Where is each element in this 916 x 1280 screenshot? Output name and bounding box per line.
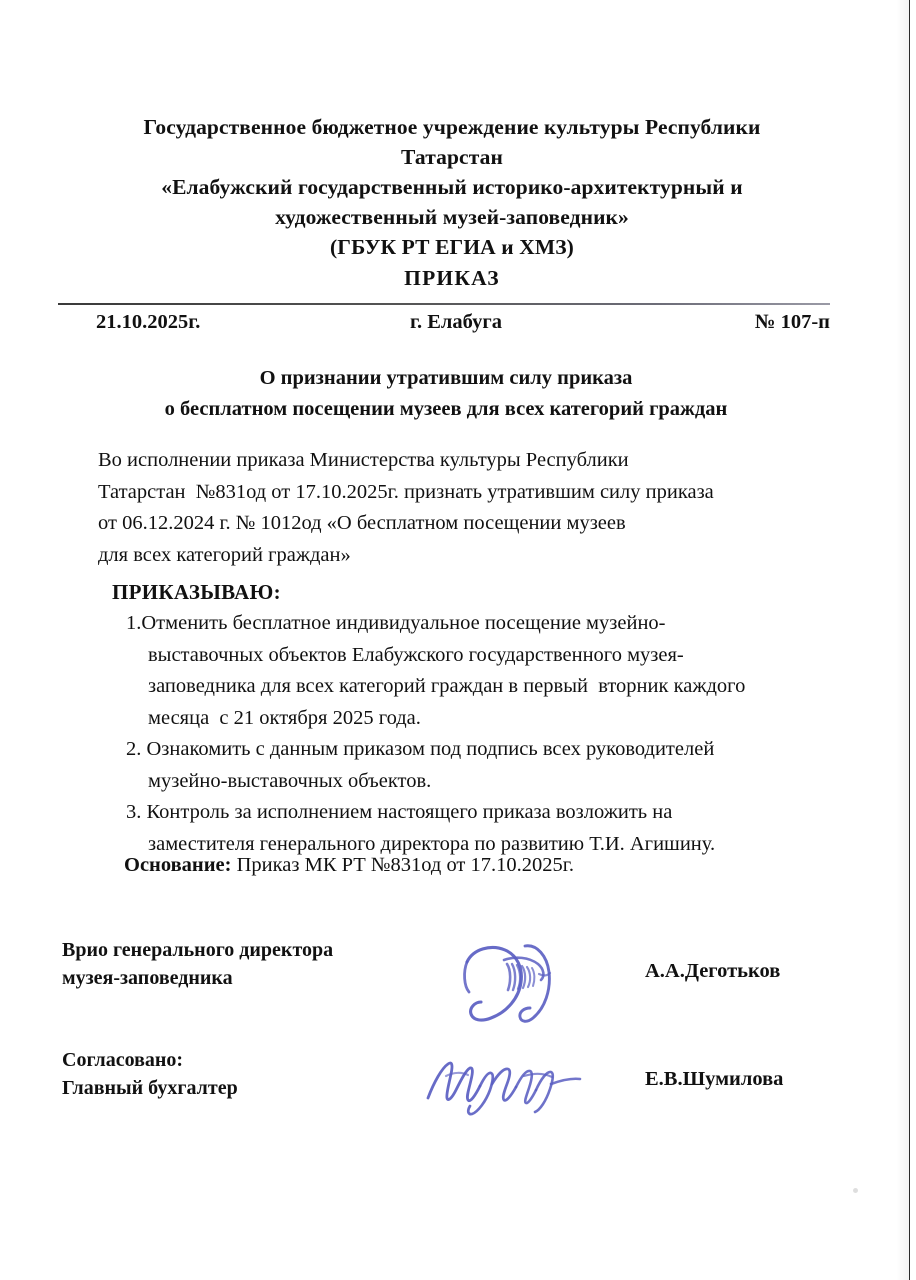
signature-role-accountant-line-2: Главный бухгалтер	[62, 1077, 238, 1099]
preamble-paragraph	[98, 445, 818, 571]
preamble-line-4: для всех категорий граждан»	[98, 543, 351, 566]
signature-approval-label: Согласовано:	[62, 1049, 184, 1071]
organization-header	[96, 112, 808, 293]
subject-line-2: о бесплатном посещении музеев для всех категорий граждан	[164, 398, 728, 420]
order-item-2-line-1	[126, 734, 826, 766]
order-item-2-line-2: музейно-выставочных объектов.	[148, 769, 432, 792]
order-heading: ПРИКАЗЫВАЮ:	[112, 580, 281, 604]
signature-role-director	[62, 936, 333, 992]
order-item-1-marker: 1.	[126, 612, 142, 634]
signature-role-director-line-1: Врио генерального директора	[62, 939, 334, 961]
order-items-list	[126, 608, 826, 860]
basis-label: Основание:	[124, 854, 232, 876]
order-item-3-line-2: заместителя генерального директора по развитию Т.И. Агишину.	[148, 832, 716, 855]
header-divider-rule	[58, 303, 830, 305]
document-meta-row	[58, 311, 830, 341]
preamble-line-1: Во исполнении приказа Министерства культуры Республики	[98, 449, 629, 471]
page-edge-shadow	[896, 0, 909, 1280]
signature-mark-director	[455, 930, 585, 1030]
org-header-line-4: художественный музей-заповедник»	[275, 205, 629, 229]
org-header-line-2: Татарстан	[401, 145, 503, 169]
signature-block-accountant	[62, 1046, 238, 1102]
signature-role-director-line-2: музея-заповедника	[62, 967, 233, 989]
signature-name-accountant: Е.В.Шумилова	[645, 1068, 784, 1090]
order-item-3-text-1: Контроль за исполнением настоящего приказа возложить на	[141, 801, 673, 823]
org-header-line-1: Государственное бюджетное учреждение культуры Республики	[143, 115, 761, 139]
order-item-2-marker: 2.	[126, 738, 142, 760]
preamble-line-3: от 06.12.2024 г. № 1012од «О бесплатном посещении музеев	[98, 512, 626, 534]
order-item-1-line-2: выставочных объектов Елабужского государственного музея-	[148, 643, 684, 666]
scan-artifact-speck	[853, 1188, 858, 1193]
order-item-2	[126, 734, 826, 797]
org-header-abbreviation: (ГБУК РТ ЕГИА и ХМЗ)	[330, 235, 574, 259]
page-edge-border	[909, 0, 910, 1280]
document-date: 21.10.2025г.	[96, 311, 201, 333]
signature-mark-accountant	[420, 1046, 620, 1118]
signature-role-accountant	[62, 1046, 238, 1102]
org-header-line-3: «Елабужский государственный историко-архитектурный и	[161, 175, 743, 199]
order-item-1-line-3: заповедника для всех категорий граждан в первый вторник каждого	[148, 675, 746, 697]
document-subject	[96, 363, 796, 425]
document-place: г. Елабуга	[410, 311, 502, 333]
document-type-title: ПРИКАЗ	[404, 266, 500, 290]
document-number: № 107-п	[754, 311, 830, 333]
signature-name-director: А.А.Деготьков	[645, 960, 781, 982]
order-item-3-line-1	[126, 797, 826, 829]
order-item-3-marker: 3.	[126, 801, 142, 823]
order-item-1-line-4: месяца с 21 октября 2025 года.	[148, 706, 421, 729]
order-item-1	[126, 608, 826, 734]
basis-line	[124, 850, 574, 880]
signature-block-director	[62, 936, 333, 992]
order-item-1-text-1: Отменить бесплатное индивидуальное посещение музейно-	[141, 612, 666, 634]
preamble-line-2: Татарстан №831од от 17.10.2025г. признать утратившим силу приказа	[98, 480, 714, 503]
order-item-2-text-1: Ознакомить с данным приказом под подпись всех руководителей	[141, 738, 715, 760]
basis-text: Приказ МК РТ №831од от 17.10.2025г.	[231, 854, 574, 876]
order-item-1-line-1	[126, 608, 826, 640]
subject-line-1: О признании утратившим силу приказа	[259, 367, 633, 389]
